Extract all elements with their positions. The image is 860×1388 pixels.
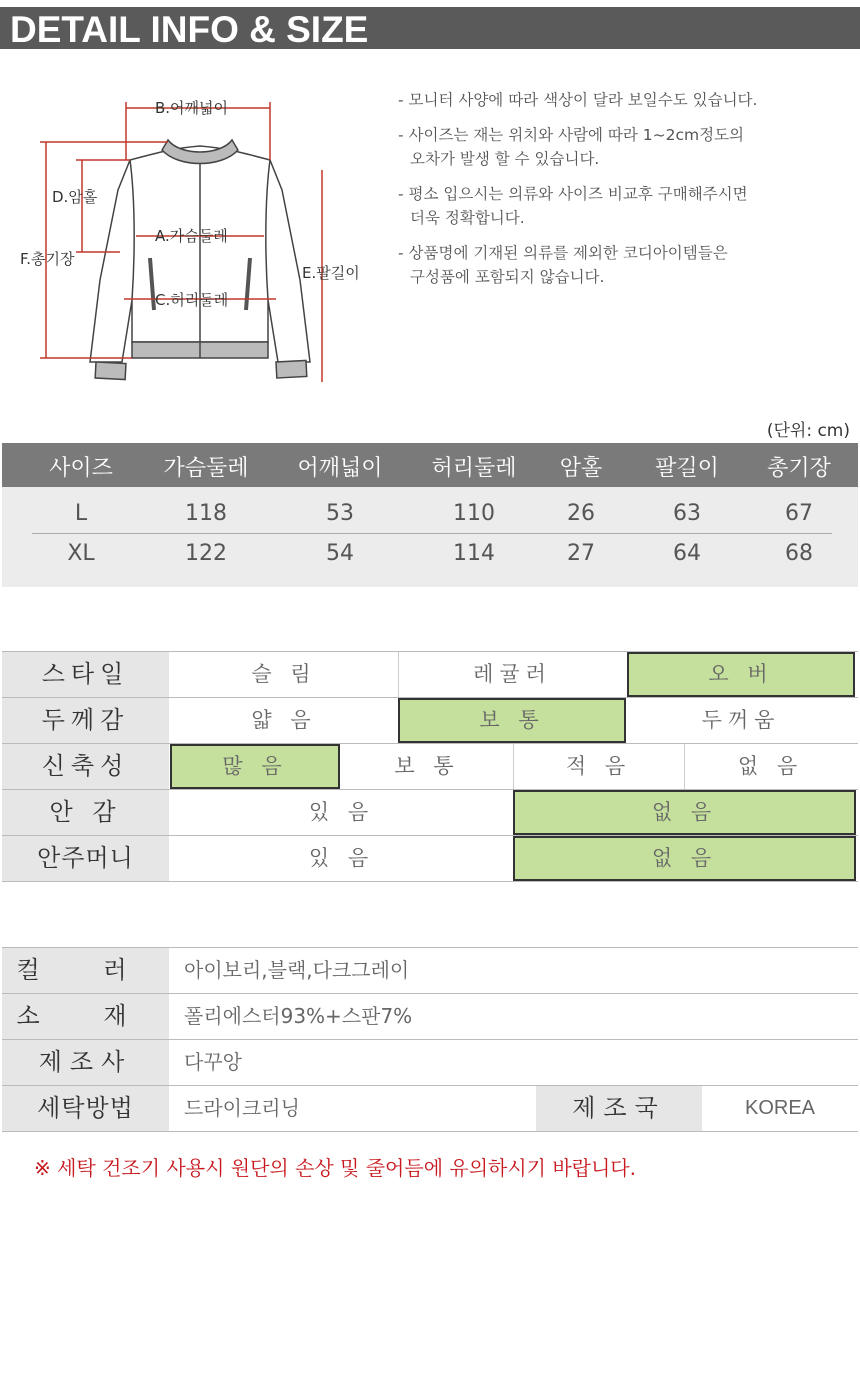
option-none: 없 음: [684, 744, 856, 789]
info-label: 세탁방법: [2, 1086, 169, 1131]
info-row-maker: [2, 1039, 858, 1085]
size-cell: 64: [673, 541, 701, 566]
option-normal: 보 통: [394, 754, 460, 778]
option-slim: 슬 림: [251, 662, 317, 686]
info-label: 제조국: [536, 1086, 702, 1131]
size-cell: 110: [453, 501, 495, 526]
header-cell: 총기장: [767, 456, 831, 481]
header-cell: 사이즈: [49, 456, 113, 481]
note-item: - 모니터 사양에 따라 색상이 달라 보일수도 있습니다.: [398, 91, 758, 109]
property-label: 두께감: [2, 698, 169, 743]
info-row-color: [2, 947, 858, 993]
note-item: - 평소 입으시는 의류와 사이즈 비교후 구매해주시면 더욱 정확합니다.: [398, 185, 748, 227]
info-row-washing: [2, 1085, 858, 1132]
option-no-selected: 없 음: [513, 836, 856, 881]
product-info-table: [2, 947, 858, 1132]
property-row-style: [2, 651, 858, 697]
option-low: 적 음: [513, 744, 683, 789]
label-armhole: D.암홀: [52, 188, 98, 206]
info-label: 제조사: [2, 1040, 169, 1085]
option-high-selected: 많 음: [170, 744, 340, 789]
header-cell: 허리둘레: [431, 456, 517, 481]
size-cell: 63: [673, 501, 701, 526]
label-chest: A.가슴둘레: [155, 227, 228, 245]
property-row-pocket: [2, 835, 858, 882]
property-label: 스타일: [2, 652, 169, 697]
page-title: DETAIL INFO & SIZE: [10, 9, 369, 50]
size-cell: 53: [326, 501, 354, 526]
row-divider: [32, 533, 832, 534]
option-no-selected: 없 음: [513, 790, 856, 835]
option-yes: 있 음: [308, 800, 375, 824]
label-sleeve: E.팔길이: [302, 264, 360, 282]
option-over-selected: 오 버: [627, 652, 855, 697]
info-label: 컬 러: [2, 948, 169, 993]
size-table: [2, 443, 858, 587]
size-cell: 26: [567, 501, 595, 526]
size-cell: 27: [567, 541, 595, 566]
property-label: 신축성: [2, 744, 169, 789]
size-cell: 122: [185, 541, 227, 566]
info-value: 다꾸앙: [184, 1050, 242, 1074]
property-row-thickness: [2, 697, 858, 743]
header-cell: 어깨넓이: [297, 456, 383, 481]
header-cell: 가슴둘레: [163, 456, 249, 481]
option-thin: 얇 음: [251, 708, 317, 732]
info-value: 아이보리,블랙,다크그레이: [184, 958, 410, 982]
size-cell: 114: [453, 541, 495, 566]
unit-label: (단위: cm): [766, 421, 850, 441]
info-value: KOREA: [744, 1097, 816, 1119]
size-cell: 68: [785, 541, 813, 566]
header-cell: 팔길이: [655, 456, 719, 481]
jacket-illustration: [90, 140, 310, 380]
option-normal-selected: 보 통: [398, 698, 626, 743]
label-shoulder: B.어깨넓이: [155, 99, 229, 117]
size-cell: 118: [185, 501, 227, 526]
size-table-header: [2, 443, 858, 487]
size-cell: 54: [326, 541, 354, 566]
info-value: 폴리에스터93%+스판7%: [184, 1004, 413, 1028]
size-cell: XL: [67, 541, 95, 566]
properties-table: [2, 651, 858, 883]
header-cell: 암홀: [559, 456, 603, 481]
note-item: - 상품명에 기재된 의류를 제외한 코디아이템들은 구성품에 포함되지 않습니다.: [398, 244, 728, 286]
property-row-lining: [2, 789, 858, 835]
header-bar: [0, 7, 860, 49]
info-label: 소 재: [2, 994, 169, 1039]
label-waist: C.허리둘레: [155, 291, 229, 309]
info-value: 드라이크리닝: [184, 1096, 300, 1120]
jacket-measurement-diagram: [0, 80, 400, 400]
option-regular: 레귤러: [398, 652, 626, 697]
property-label: 안 감: [2, 790, 169, 835]
label-total-length: F.총기장: [20, 250, 75, 268]
size-cell: 67: [785, 501, 813, 526]
property-row-stretch: [2, 743, 858, 789]
option-yes: 있 음: [308, 846, 375, 870]
note-item: - 사이즈는 재는 위치와 사람에 따라 1~2cm정도의 오차가 발생 할 수 있습니다.: [398, 126, 745, 168]
option-thick: 두꺼움: [701, 708, 781, 732]
notes-list: [398, 88, 838, 300]
size-cell: L: [74, 501, 88, 526]
property-label: 안주머니: [2, 836, 169, 881]
info-row-material: [2, 993, 858, 1039]
warning-text: ※ 세탁 건조기 사용시 원단의 손상 및 줄어듬에 유의하시기 바랍니다.: [34, 1156, 636, 1180]
